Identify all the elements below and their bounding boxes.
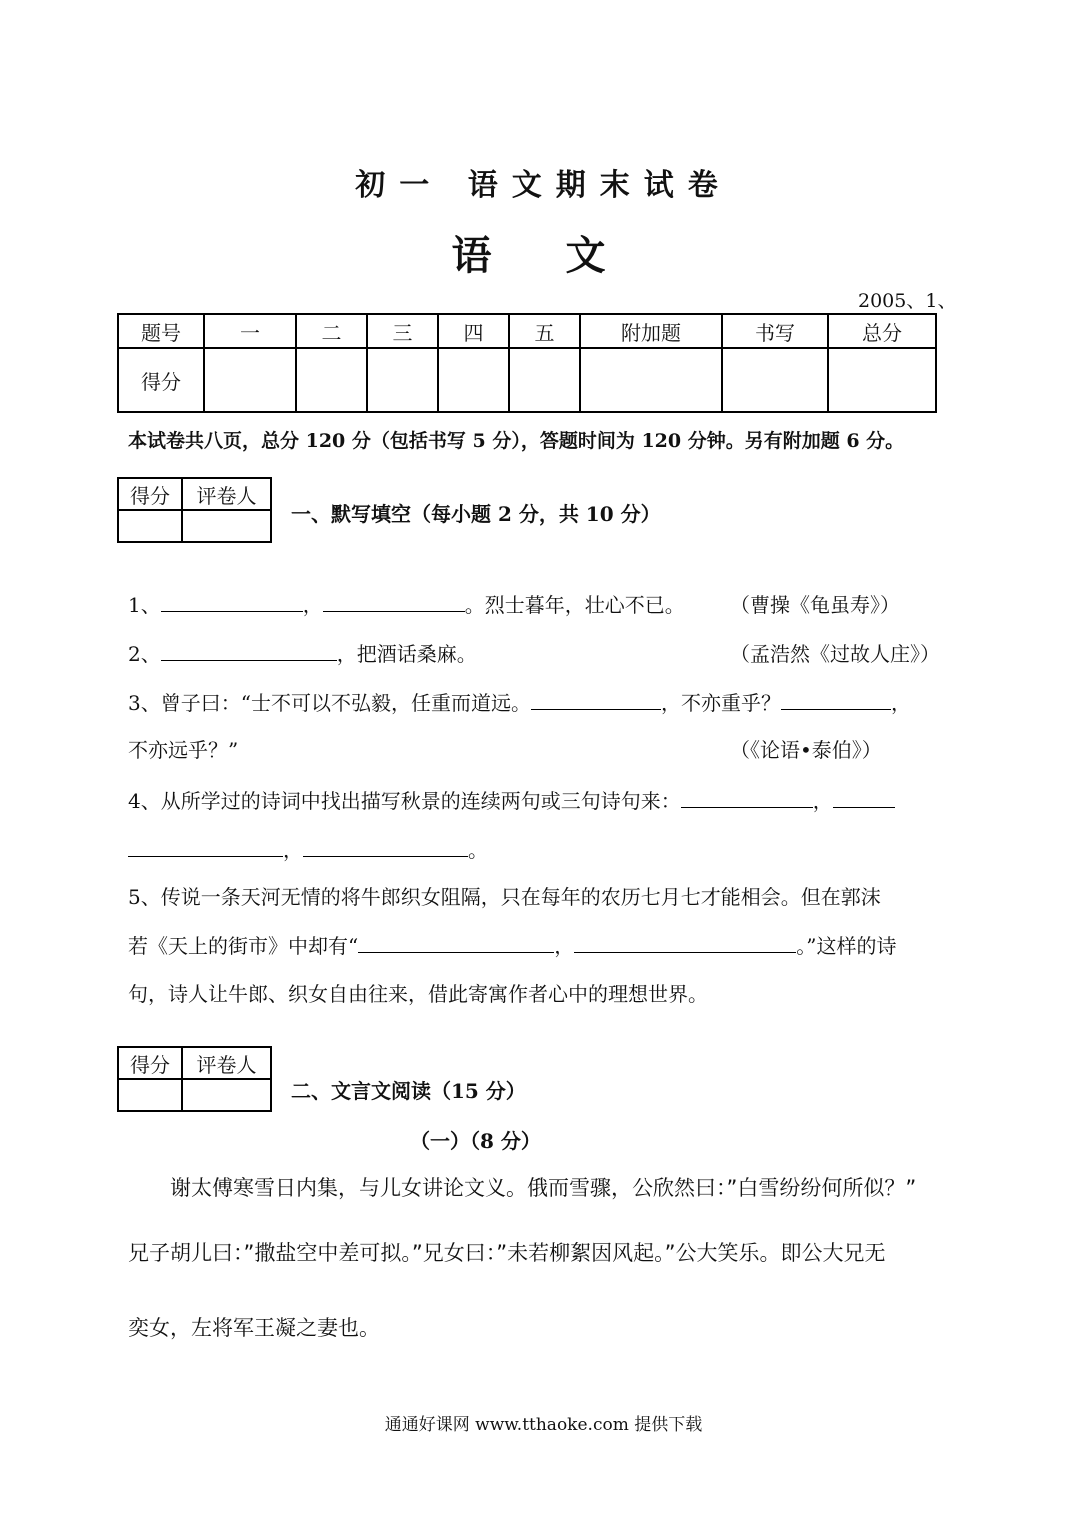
score-cell[interactable]	[509, 348, 580, 412]
score-table	[117, 313, 937, 413]
grader-label: 评卷人	[182, 478, 271, 510]
answer-blank[interactable]	[358, 932, 554, 953]
score-row-label: 得分	[118, 348, 204, 412]
q2-source: （孟浩然《过故人庄》）	[730, 642, 940, 666]
q5-line2c: 。”这样的诗	[796, 934, 897, 958]
answer-blank[interactable]	[781, 689, 891, 710]
q1-text: 。烈士暮年，壮心不已。	[464, 593, 685, 617]
grader-score-cell[interactable]	[118, 510, 182, 542]
q1-sep: ，	[302, 593, 323, 617]
answer-blank[interactable]	[681, 787, 813, 808]
q2-text: ，把酒话桑麻。	[336, 642, 477, 666]
grader-score-label: 得分	[118, 1047, 182, 1079]
q3-text-b: ，不亦重乎？	[660, 691, 781, 715]
score-cell[interactable]	[296, 348, 367, 412]
q3-source: （《论语•泰伯》）	[730, 738, 882, 762]
answer-blank[interactable]	[303, 836, 468, 857]
grader-cell[interactable]	[182, 1079, 271, 1111]
q4-sep1: ，	[812, 789, 833, 813]
grader-label: 评卷人	[182, 1047, 271, 1079]
header-cell: 四	[438, 314, 509, 348]
grader-score-cell[interactable]	[118, 1079, 182, 1111]
exam-date: 2005、1、	[858, 290, 957, 312]
question-5	[128, 930, 896, 959]
q1-source: （曹操《龟虽寿》）	[730, 593, 900, 617]
section1-title: 一、默写填空（每小题 2 分，共 10 分）	[291, 502, 661, 526]
q2-num: 2、	[128, 642, 161, 666]
question-3	[128, 687, 911, 716]
grader-cell[interactable]	[182, 510, 271, 542]
answer-blank[interactable]	[323, 591, 465, 612]
q5-line3: 句，诗人让牛郎、织女自由往来，借此寄寓作者心中的理想世界。	[128, 982, 708, 1006]
passage-line-2: 兄子胡儿曰：”撒盐空中差可拟。”兄女曰：”未若柳絮因风起。”公大笑乐。即公大兄无	[128, 1241, 886, 1265]
section2-subtitle: （一）（8 分）	[410, 1129, 541, 1153]
answer-blank[interactable]	[161, 591, 303, 612]
score-cell[interactable]	[722, 348, 828, 412]
score-cell[interactable]	[580, 348, 722, 412]
header-cell: 题号	[118, 314, 204, 348]
q4-sep2: ，	[283, 838, 303, 862]
header-cell: 总分	[828, 314, 936, 348]
header-cell: 附加题	[580, 314, 722, 348]
header-cell: 书写	[722, 314, 828, 348]
q4-text: 4、从所学过的诗词中找出描写秋景的连续两句或三句诗句来：	[128, 789, 681, 813]
q1-num: 1、	[128, 593, 161, 617]
score-cell[interactable]	[204, 348, 296, 412]
q5-line2b: ，	[554, 934, 575, 958]
score-cell[interactable]	[367, 348, 438, 412]
passage-line-1: 谢太傅寒雪日内集，与儿女讲论文义。俄而雪骤，公欣然曰：”白雪纷纷何所似？”	[170, 1176, 917, 1200]
answer-blank[interactable]	[833, 787, 895, 808]
subject-title: 语 文	[451, 232, 636, 279]
header-cell: 五	[509, 314, 580, 348]
question-2	[128, 638, 477, 667]
q4-end: 。	[468, 838, 488, 862]
question-4	[128, 785, 895, 814]
question-4-cont	[128, 834, 488, 863]
score-cell[interactable]	[438, 348, 509, 412]
q3-text-d: 不亦远乎？”	[128, 738, 239, 762]
grader-box-1	[117, 477, 272, 543]
section2-title: 二、文言文阅读（15 分）	[291, 1079, 526, 1103]
page-footer: 通通好课网 www.tthaoke.com 提供下载	[384, 1415, 703, 1435]
answer-blank[interactable]	[161, 640, 337, 661]
answer-blank[interactable]	[128, 836, 283, 857]
answer-blank[interactable]	[574, 932, 796, 953]
grader-box-2	[117, 1046, 272, 1112]
answer-blank[interactable]	[531, 689, 661, 710]
header-cell: 二	[296, 314, 367, 348]
header-cell: 三	[367, 314, 438, 348]
q5-line2a: 若《天上的街市》中却有“	[128, 934, 359, 958]
q5-line1: 5、传说一条天河无情的将牛郎织女阻隔，只在每年的农历七月七才能相会。但在郭沫	[128, 885, 881, 909]
exam-title: 初一 语文期末试卷	[355, 168, 732, 203]
passage-line-3: 奕女，左将军王凝之妻也。	[128, 1316, 380, 1340]
exam-note: 本试卷共八页，总分 120 分（包括书写 5 分），答题时间为 120 分钟。另有附加题 6 分。	[128, 430, 905, 452]
question-1	[128, 589, 685, 618]
score-cell[interactable]	[828, 348, 936, 412]
q3-text-a: 3、曾子曰：“士不可以不弘毅，任重而道远。	[128, 691, 531, 715]
q3-text-c: ，	[890, 691, 911, 715]
grader-score-label: 得分	[118, 478, 182, 510]
header-cell: 一	[204, 314, 296, 348]
